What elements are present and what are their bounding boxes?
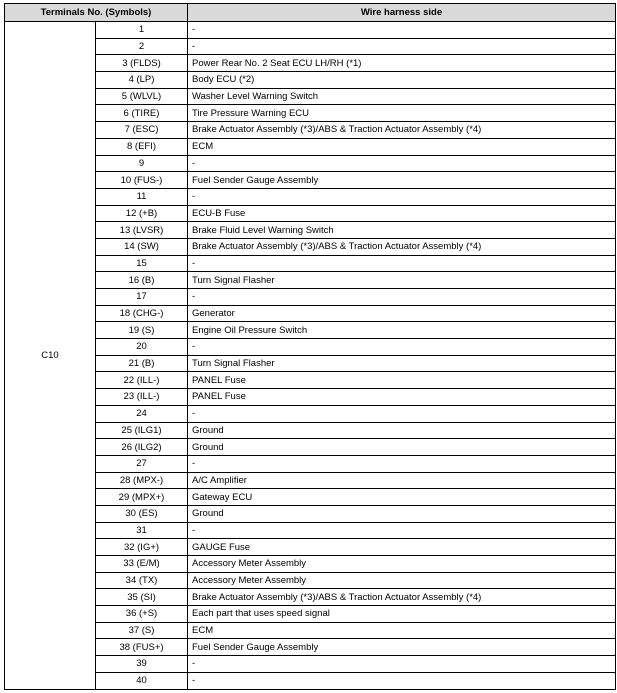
table-row (5, 155, 616, 172)
wire-harness-cell: Tire Pressure Warning ECU (188, 105, 616, 122)
terminal-cell: 27 (96, 455, 188, 472)
wire-harness-cell: Fuel Sender Gauge Assembly (188, 639, 616, 656)
wire-harness-cell: Accessory Meter Assembly (188, 556, 616, 573)
table-row (5, 656, 616, 673)
terminal-cell: 5 (WLVL) (96, 88, 188, 105)
wire-harness-cell: Accessory Meter Assembly (188, 572, 616, 589)
terminal-cell: 12 (+B) (96, 205, 188, 222)
table-row (5, 55, 616, 72)
terminal-cell: 19 (S) (96, 322, 188, 339)
table-row (5, 322, 616, 339)
table-row (5, 22, 616, 39)
table-row (5, 372, 616, 389)
terminal-cell: 11 (96, 188, 188, 205)
terminal-cell: 16 (B) (96, 272, 188, 289)
terminal-cell: 10 (FUS-) (96, 172, 188, 189)
table-row (5, 489, 616, 506)
wire-harness-cell: Gateway ECU (188, 489, 616, 506)
terminal-cell: 35 (SI) (96, 589, 188, 606)
table-row (5, 639, 616, 656)
wire-harness-cell: - (188, 289, 616, 306)
table-row (5, 622, 616, 639)
table-row (5, 355, 616, 372)
table-header-row (5, 4, 616, 22)
table-row (5, 672, 616, 689)
terminal-cell: 2 (96, 38, 188, 55)
connector-cell: C10 (5, 22, 96, 690)
wire-harness-cell: ECM (188, 138, 616, 155)
wire-harness-cell: - (188, 255, 616, 272)
terminal-cell: 15 (96, 255, 188, 272)
table-row (5, 455, 616, 472)
table-row (5, 138, 616, 155)
table-row (5, 539, 616, 556)
terminal-cell: 31 (96, 522, 188, 539)
terminal-cell: 18 (CHG-) (96, 305, 188, 322)
table-row (5, 472, 616, 489)
terminal-cell: 8 (EFI) (96, 138, 188, 155)
terminal-cell: 17 (96, 289, 188, 306)
terminal-cell: 33 (E/M) (96, 556, 188, 573)
table-row (5, 572, 616, 589)
wire-harness-cell: Fuel Sender Gauge Assembly (188, 172, 616, 189)
table-row (5, 505, 616, 522)
wire-harness-cell: PANEL Fuse (188, 389, 616, 406)
terminals-table (4, 3, 616, 690)
table-row (5, 522, 616, 539)
terminal-cell: 28 (MPX-) (96, 472, 188, 489)
table-row (5, 238, 616, 255)
wire-harness-cell: Ground (188, 439, 616, 456)
wire-harness-cell: Engine Oil Pressure Switch (188, 322, 616, 339)
wire-harness-cell: Each part that uses speed signal (188, 606, 616, 623)
wire-harness-cell: Brake Actuator Assembly (*3)/ABS & Traction Actuator Assembly (*4) (188, 122, 616, 139)
wire-harness-cell: - (188, 522, 616, 539)
table-row (5, 405, 616, 422)
terminal-cell: 14 (SW) (96, 238, 188, 255)
table-row (5, 38, 616, 55)
terminal-cell: 1 (96, 22, 188, 39)
terminal-cell: 39 (96, 656, 188, 673)
wire-harness-cell: Brake Actuator Assembly (*3)/ABS & Traction Actuator Assembly (*4) (188, 238, 616, 255)
wire-harness-cell: Turn Signal Flasher (188, 355, 616, 372)
wire-harness-cell: Turn Signal Flasher (188, 272, 616, 289)
terminal-cell: 37 (S) (96, 622, 188, 639)
table-row (5, 272, 616, 289)
terminal-cell: 26 (ILG2) (96, 439, 188, 456)
wire-harness-cell: Power Rear No. 2 Seat ECU LH/RH (*1) (188, 55, 616, 72)
table-row (5, 305, 616, 322)
terminal-cell: 40 (96, 672, 188, 689)
table-row (5, 289, 616, 306)
table-row (5, 556, 616, 573)
wire-harness-cell: Ground (188, 422, 616, 439)
wire-harness-cell: - (188, 455, 616, 472)
terminal-cell: 24 (96, 405, 188, 422)
table-row (5, 105, 616, 122)
terminal-cell: 7 (ESC) (96, 122, 188, 139)
wire-harness-cell: Body ECU (*2) (188, 72, 616, 89)
wire-harness-cell: Brake Fluid Level Warning Switch (188, 222, 616, 239)
terminal-cell: 29 (MPX+) (96, 489, 188, 506)
wire-harness-cell: - (188, 405, 616, 422)
terminal-cell: 13 (LVSR) (96, 222, 188, 239)
terminal-cell: 9 (96, 155, 188, 172)
terminal-cell: 32 (IG+) (96, 539, 188, 556)
table-row (5, 439, 616, 456)
wire-harness-cell: ECM (188, 622, 616, 639)
terminal-cell: 22 (ILL-) (96, 372, 188, 389)
terminal-cell: 36 (+S) (96, 606, 188, 623)
wire-harness-cell: - (188, 38, 616, 55)
wire-harness-cell: - (188, 656, 616, 673)
table-row (5, 172, 616, 189)
wire-harness-cell: - (188, 22, 616, 39)
wire-harness-cell: Brake Actuator Assembly (*3)/ABS & Traction Actuator Assembly (*4) (188, 589, 616, 606)
wire-harness-cell: - (188, 339, 616, 356)
table-row (5, 589, 616, 606)
wire-harness-cell: Generator (188, 305, 616, 322)
wire-harness-cell: A/C Amplifier (188, 472, 616, 489)
table-row (5, 422, 616, 439)
table-row (5, 222, 616, 239)
table-row (5, 188, 616, 205)
table-row (5, 255, 616, 272)
terminal-cell: 38 (FUS+) (96, 639, 188, 656)
table-row (5, 606, 616, 623)
table-row (5, 72, 616, 89)
wire-harness-cell: Washer Level Warning Switch (188, 88, 616, 105)
terminal-cell: 30 (ES) (96, 505, 188, 522)
table-body (5, 22, 616, 690)
table-row (5, 389, 616, 406)
wire-harness-cell: GAUGE Fuse (188, 539, 616, 556)
table-row (5, 88, 616, 105)
wire-harness-cell: PANEL Fuse (188, 372, 616, 389)
table-row (5, 205, 616, 222)
terminal-cell: 23 (ILL-) (96, 389, 188, 406)
table-row (5, 339, 616, 356)
table-row (5, 122, 616, 139)
wire-harness-cell: - (188, 155, 616, 172)
header-wire-harness: Wire harness side (188, 4, 616, 22)
wire-harness-cell: Ground (188, 505, 616, 522)
terminal-cell: 20 (96, 339, 188, 356)
terminal-cell: 34 (TX) (96, 572, 188, 589)
wire-harness-cell: ECU-B Fuse (188, 205, 616, 222)
terminal-cell: 6 (TIRE) (96, 105, 188, 122)
wire-harness-cell: - (188, 188, 616, 205)
terminal-cell: 4 (LP) (96, 72, 188, 89)
terminal-cell: 25 (ILG1) (96, 422, 188, 439)
terminal-cell: 3 (FLDS) (96, 55, 188, 72)
terminal-cell: 21 (B) (96, 355, 188, 372)
wire-harness-cell: - (188, 672, 616, 689)
header-terminals: Terminals No. (Symbols) (5, 4, 188, 22)
